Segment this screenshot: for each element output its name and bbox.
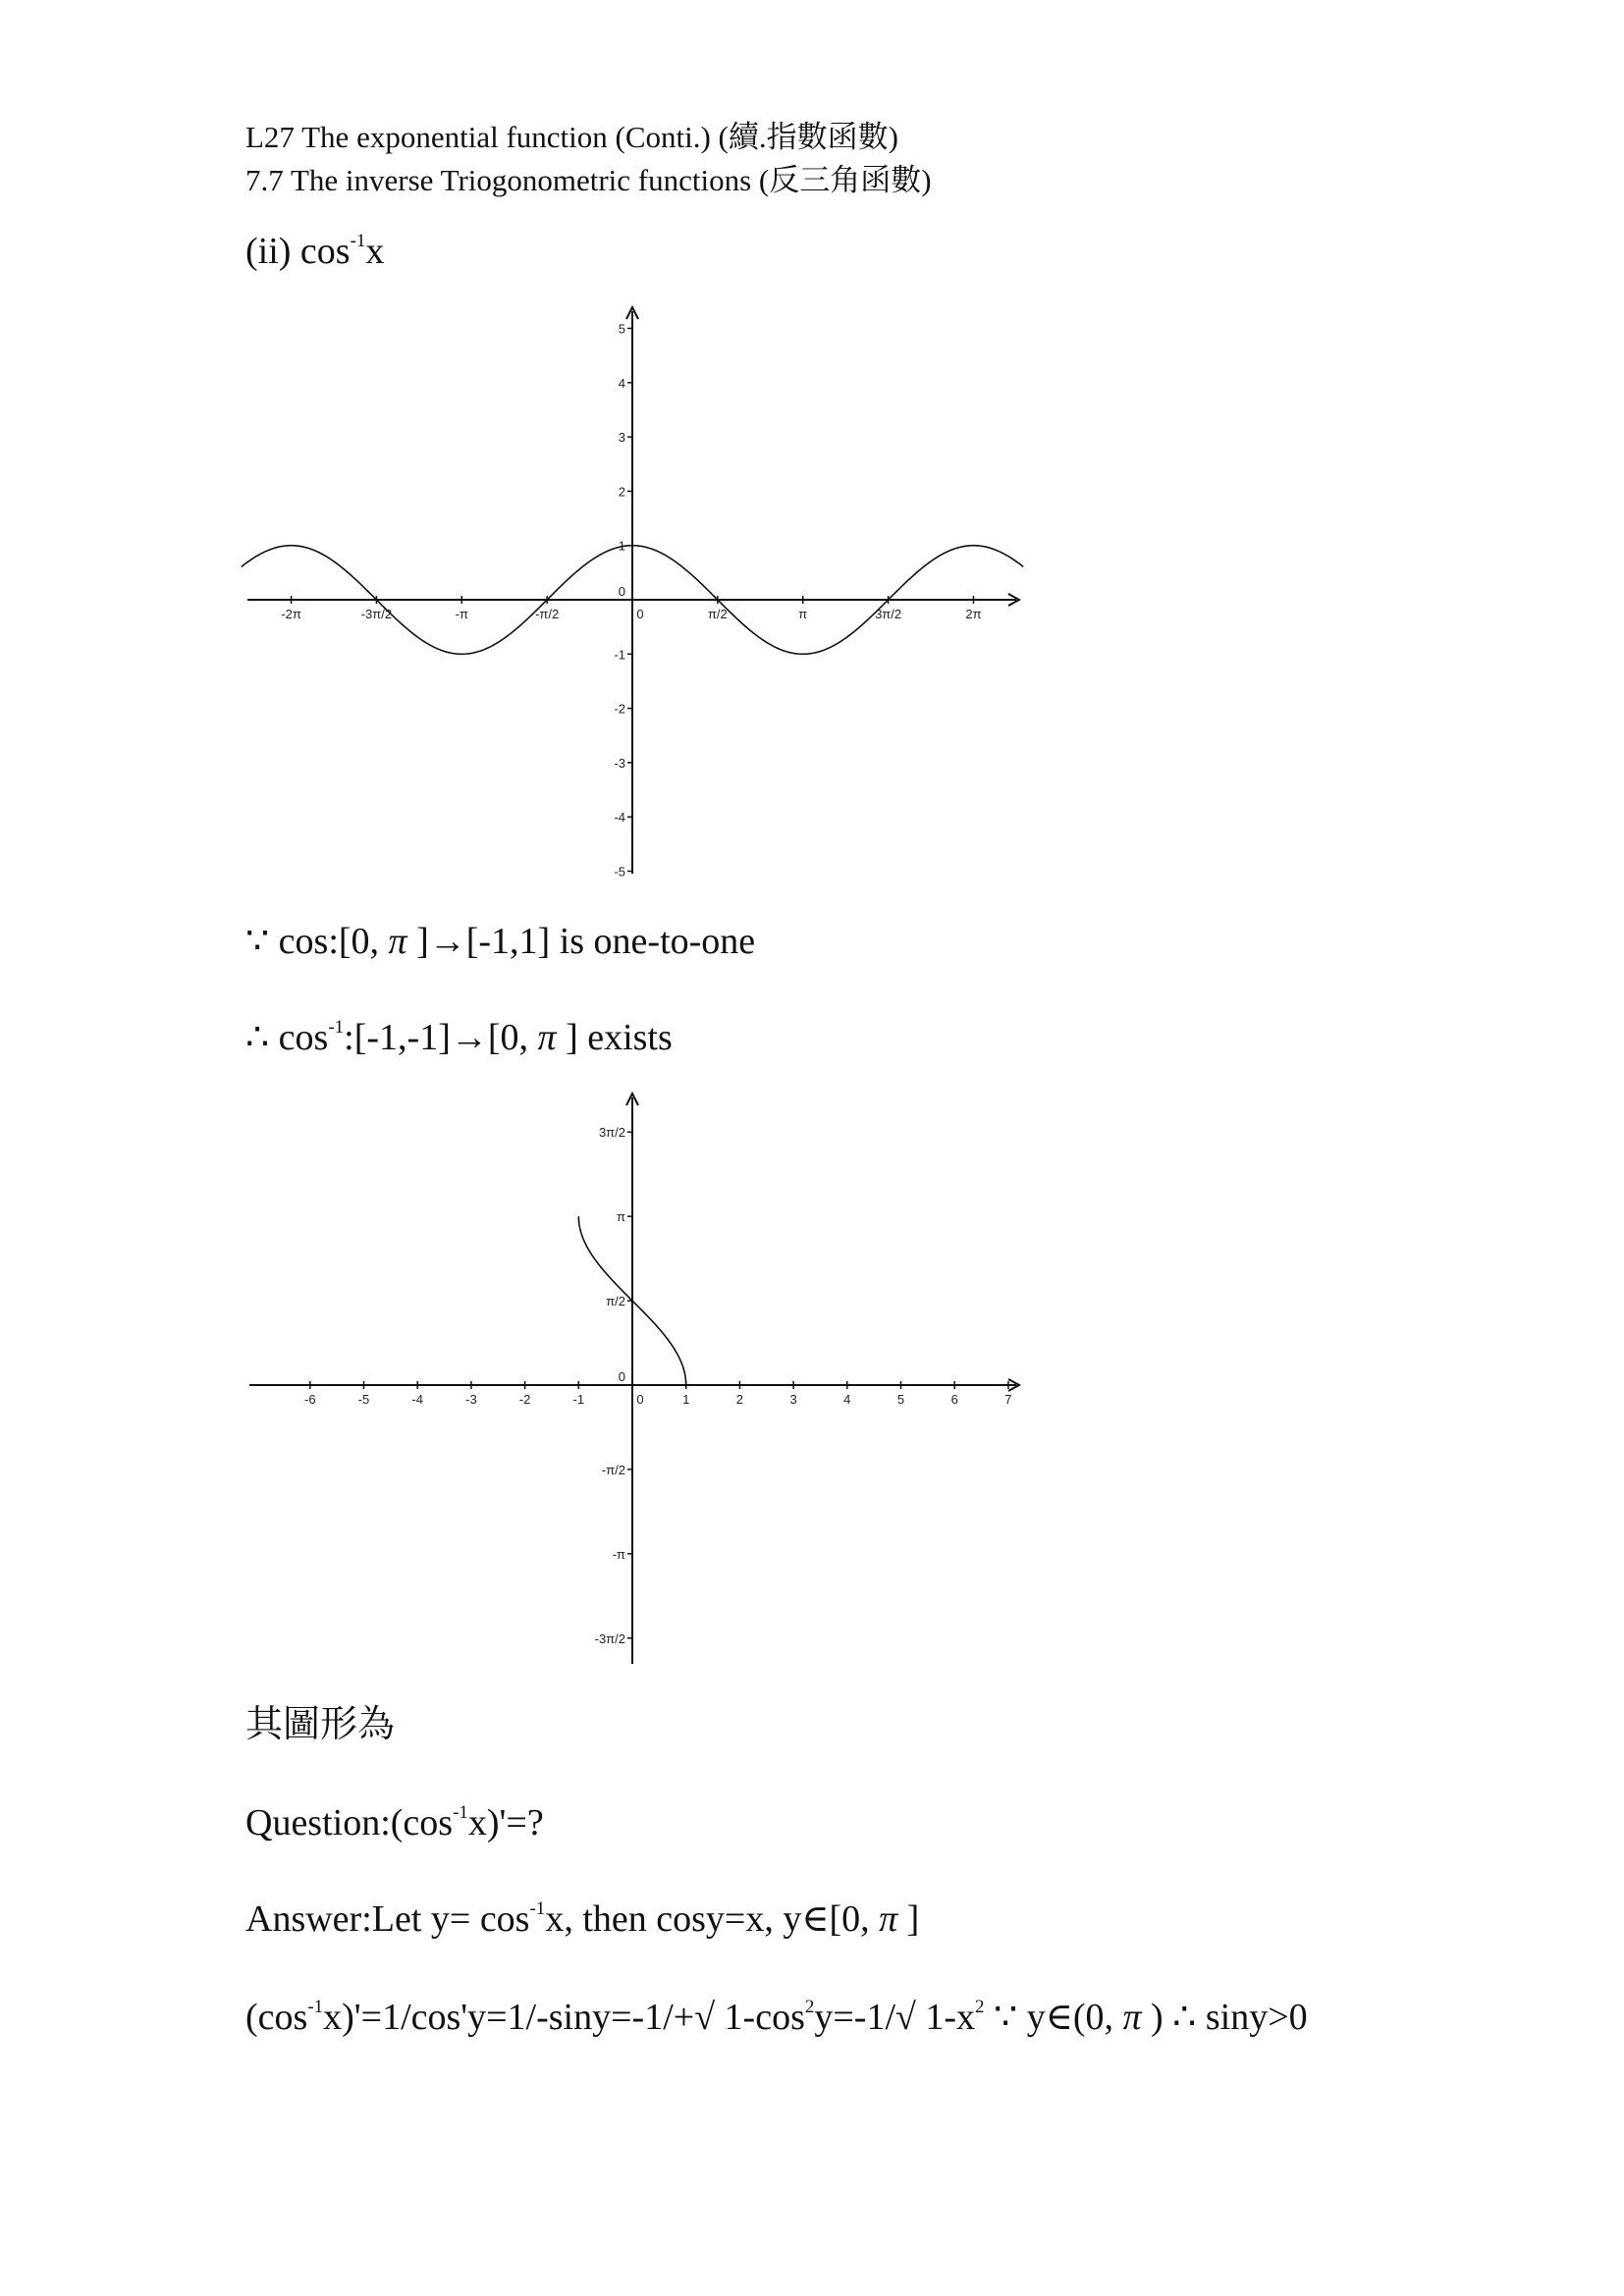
y-tick-label: -π <box>612 1546 625 1562</box>
x-tick-label: -2π <box>281 607 301 621</box>
x-tick-label: 7 <box>1004 1392 1012 1407</box>
y-tick-label: 1 <box>618 538 625 554</box>
y-tick-label: 0 <box>618 584 625 599</box>
y-tick-label: 4 <box>618 375 625 391</box>
header-line-1: L27 The exponential function (Conti.) (續.指數函數) <box>245 120 898 154</box>
derivative-derivation: $(\cos^{-1}x)'=1/\cos'y=1/-\sin y=-1/+√$ $1-\cos^2y=-1/√$ $1-x^2$ ∵ y∈(0, π ) ∴ siny>0 <box>245 1996 1308 2038</box>
y-tick-label: -4 <box>614 810 625 826</box>
y-tick-label: π <box>617 1209 625 1225</box>
x-tick-label: -3π/2 <box>360 607 393 621</box>
y-tick-label: -π/2 <box>601 1462 625 1477</box>
x-tick-label: 0 <box>636 607 644 621</box>
x-tick-label: π/2 <box>707 607 728 621</box>
y-tick-label: -3π/2 <box>594 1630 625 1646</box>
x-tick-label: 3π/2 <box>875 607 902 621</box>
y-tick-label: 2 <box>618 484 625 500</box>
x-tick-label: -1 <box>572 1392 585 1407</box>
x-tick-label: 1 <box>682 1392 690 1407</box>
x-tick-label: 0 <box>636 1392 644 1407</box>
because-statement: ∵ cos:[0, π ]→[-1,1] is one-to-one <box>245 921 756 962</box>
therefore-statement: ∴ $\cos^{-1}:[-1,-1]\to[0$, π ] exists <box>245 1016 673 1058</box>
x-tick-label: -π <box>455 607 468 621</box>
x-tick-label: π <box>798 607 808 621</box>
header-line-2: 7.7 The inverse Triogonometric functions (反三角函數) <box>245 163 932 197</box>
x-tick-label: -5 <box>357 1392 370 1407</box>
y-tick-label: π/2 <box>606 1294 625 1309</box>
y-tick-label: 3π/2 <box>598 1125 625 1141</box>
y-tick-label: 5 <box>618 321 625 337</box>
question: $Question:(\cos^{-1}x)'=$? <box>245 1801 544 1843</box>
x-tick-label: 2 <box>735 1392 744 1407</box>
x-tick-label: 3 <box>789 1392 797 1407</box>
x-tick-label: -π/2 <box>535 607 560 621</box>
y-tick-label: -5 <box>614 864 625 880</box>
x-tick-label: -6 <box>304 1392 316 1407</box>
y-tick-label: 0 <box>618 1369 625 1384</box>
y-tick-label: 3 <box>618 430 625 446</box>
x-tick-label: 5 <box>896 1392 905 1407</box>
y-tick-label: -1 <box>614 647 625 663</box>
x-tick-label: 6 <box>950 1392 958 1407</box>
x-tick-label: -4 <box>411 1392 423 1407</box>
y-tick-label: -2 <box>614 701 625 717</box>
answer: Answer:Let $y= \cos^{-1}x$, then cosy=x, y∈[0, π ] <box>245 1897 920 1940</box>
y-tick-label: -3 <box>614 755 625 771</box>
x-tick-label: 4 <box>843 1392 851 1407</box>
x-tick-label: -3 <box>465 1392 477 1407</box>
section-label: (ii) $\cos^{-1}x$ <box>245 230 385 272</box>
graph-caption: 其圖形為 <box>245 1704 396 1745</box>
x-tick-label: -2 <box>518 1392 531 1407</box>
x-tick-label: 2π <box>965 607 982 621</box>
